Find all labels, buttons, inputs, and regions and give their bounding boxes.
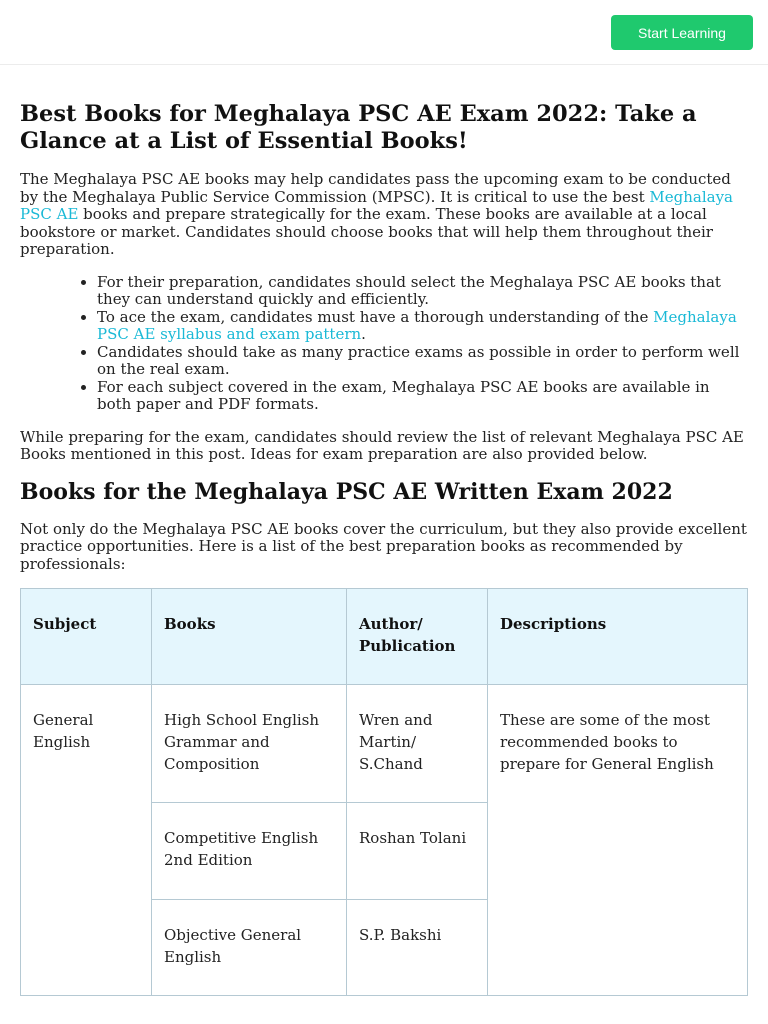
- subject-cell: General English: [21, 685, 152, 996]
- table-header-row: [21, 589, 748, 685]
- books-intro-paragraph: Not only do the Meghalaya PSC AE books cover the curriculum, but they also provide excellent practice opportunities. Here is a list of the best preparation books as recommended by professionals:: [20, 519, 747, 573]
- section-heading: Books for the Meghalaya PSC AE Written Exam 2022: [20, 478, 673, 505]
- list-item: • For each subject covered in the exam, Meghalaya PSC AE books are available in both paper and PDF formats.: [97, 379, 748, 414]
- book-cell: Competitive English 2nd Edition: [152, 803, 347, 900]
- preparation-paragraph: While preparing for the exam, candidates should review the list of relevant Meghalaya PSC AE Books mentioned in this post. Ideas for exam preparation are also provided below.: [20, 427, 744, 463]
- header-author: Author/ Publication: [347, 589, 488, 685]
- start-learning-button[interactable]: Start Learning: [611, 15, 753, 50]
- syllabus-link[interactable]: Meghalaya PSC AE syllabus and exam pattern: [97, 307, 737, 343]
- tips-list: [20, 274, 748, 414]
- header-descriptions: Descriptions: [488, 589, 748, 685]
- article-body: [0, 101, 768, 996]
- table-row: [21, 685, 748, 803]
- list-item: • Candidates should take as many practice exams as possible in order to perform well on the real exam.: [97, 344, 748, 379]
- author-cell: Wren and Martin/ S.Chand: [347, 685, 488, 803]
- intro-paragraph: The Meghalaya PSC AE books may help candidates pass the upcoming exam to be conducted by the Meghalaya Public Service Commission (MPSC). It is critical to use the best Meghalaya PSC AE books and prepare strategically for the exam. These books are available at a local bookstore or market. Candidates should choose books that will help them throughout their preparation.: [20, 170, 733, 258]
- book-cell: Objective General English: [152, 900, 347, 996]
- list-item: • To ace the exam, candidates must have a thorough understanding of the Meghalaya PSC AE syllabus and exam pattern.: [97, 309, 748, 344]
- author-cell: S.P. Bakshi: [347, 900, 488, 996]
- books-table: [20, 588, 748, 996]
- article-title: Best Books for Meghalaya PSC AE Exam 2022: Take a Glance at a List of Essential Books!: [20, 101, 697, 154]
- list-item: • For their preparation, candidates should select the Meghalaya PSC AE books that they can understand quickly and efficiently.: [97, 274, 748, 309]
- book-cell: High School English Grammar and Composition: [152, 685, 347, 803]
- top-bar: [0, 0, 768, 65]
- header-books: Books: [152, 589, 347, 685]
- description-cell: These are some of the most recommended books to prepare for General English: [488, 685, 748, 996]
- author-cell: Roshan Tolani: [347, 803, 488, 900]
- meghalaya-psc-ae-link[interactable]: Meghalaya PSC AE: [20, 187, 733, 223]
- header-subject: Subject: [21, 589, 152, 685]
